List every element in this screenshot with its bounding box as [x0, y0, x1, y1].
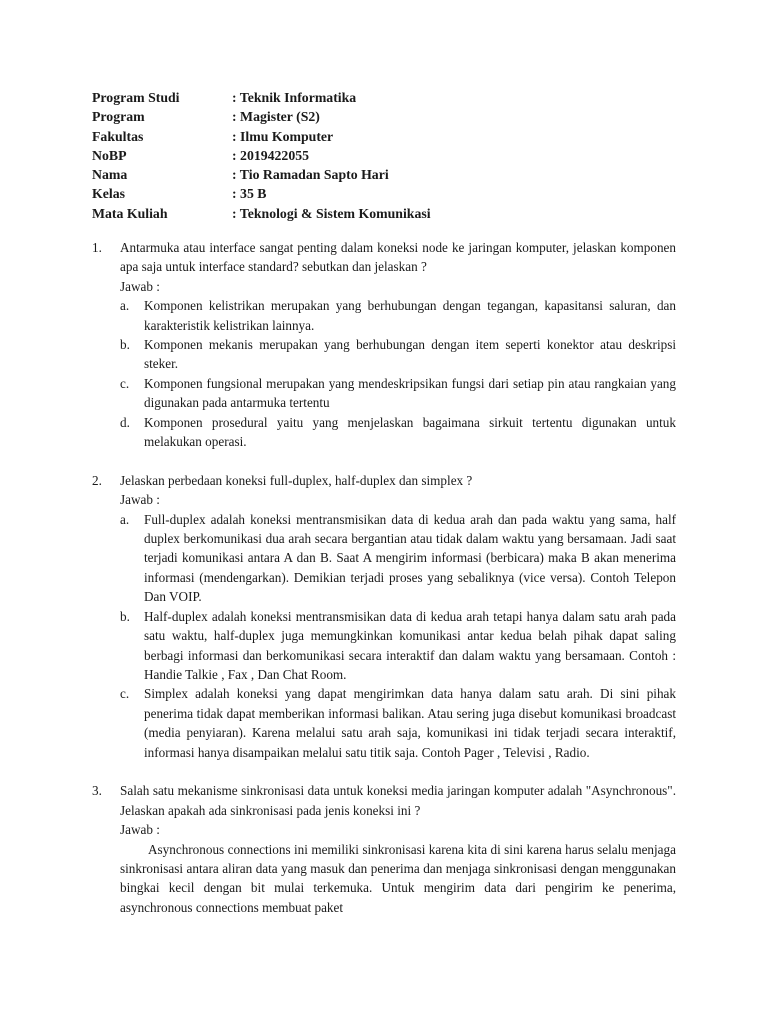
- info-value: : Teknologi & Sistem Komunikasi: [232, 205, 431, 221]
- answer-text: Komponen kelistrikan merupakan yang berhubungan dengan tegangan, kapasitansi saluran, dan karakteristik kelistrikan lainnya.: [144, 298, 676, 333]
- answer-label: Jawab :: [120, 822, 160, 838]
- info-row-mata-kuliah: [92, 204, 431, 223]
- list-item: [120, 335, 676, 374]
- question-text: Salah satu mekanisme sinkronisasi data untuk koneksi media jaringan komputer adalah "Asynchronous". Jelaskan apakah ada sinkronisasi pada jenis koneksi ini ?: [120, 783, 676, 818]
- info-row-nobp: [92, 146, 431, 165]
- info-label: Mata Kuliah: [92, 205, 168, 221]
- list-item: [120, 374, 676, 413]
- info-label: Kelas: [92, 186, 125, 202]
- info-row-program: [92, 107, 431, 126]
- answer-letter: b.: [120, 608, 130, 624]
- info-value: : Teknik Informatika: [232, 90, 357, 105]
- answer-letter: a.: [120, 298, 130, 314]
- list-item: [120, 510, 676, 607]
- info-label: Program: [92, 109, 145, 125]
- answer-text: Komponen fungsional merupakan yang mendeskripsikan fungsi dari setiap pin atau rangkaian yang digunakan pada antarmuka tertentu: [144, 375, 676, 411]
- list-item: [120, 684, 676, 762]
- answer-letter: b.: [120, 337, 130, 353]
- info-label: Program Studi: [92, 90, 180, 105]
- answer-text: Komponen prosedural yaitu yang menjelaskan bagaimana sirkuit tertentu digunakan untuk melakukan operasi.: [144, 414, 676, 450]
- answer-list: [120, 296, 676, 451]
- answer-text: Full-duplex adalah koneksi mentransmisikan data di kedua arah dan pada waktu yang sama, half duplex berkomunikasi dua arah secara bergantian atau tidak dalam waktu yang bersamaan. Jadi saat terjadi komunikasi antara A dan B. Saat A mengirim informasi (berbicara) maka B akan menerima informasi (mendengarkan). Demikian terjadi proses yang sebaliknya (vice versa). Contoh Telepon Dan VOIP.: [144, 511, 676, 605]
- info-row-program-studi: [92, 88, 431, 107]
- questions-content: [92, 238, 676, 917]
- answer-paragraph: Asynchronous connections ini memiliki sinkronisasi karena kita di sini karena harus selalu menjaga sinkronisasi antara aliran data yang masuk dan penerima dan menjaga sinkronisasi dengan menggunakan bingkai kecil dengan bit mulai terkemuka. Untuk mengirim data dari pengirim ke penerima, asynchronous connections membuat paket: [120, 841, 676, 915]
- info-label: NoBP: [92, 147, 127, 163]
- answer-label: Jawab :: [120, 278, 160, 294]
- info-row-kelas: [92, 184, 431, 203]
- answer-letter: d.: [120, 414, 130, 430]
- answer-letter: c.: [120, 375, 130, 391]
- info-value: : Tio Ramadan Sapto Hari: [232, 167, 389, 183]
- info-value: : 35 B: [232, 186, 267, 202]
- student-info-header: [92, 88, 431, 223]
- answer-list: [120, 510, 676, 762]
- answer-text: Simplex adalah koneksi yang dapat mengirimkan data hanya dalam satu arah. Di sini pihak penerima tidak dapat memberikan informasi balikan. Atau sering juga disebut komunikasi broadcast (media penyiaran). Karena melalui satu arah saja, komunikasi ini tidak terjadi secara interaktif, informasi hanya disampaikan melalui satu titik saja. Contoh Pager , Televisi , Radio.: [144, 686, 676, 760]
- spacer: [92, 762, 676, 781]
- list-item: [120, 413, 676, 452]
- info-row-fakultas: [92, 127, 431, 146]
- question-text: Antarmuka atau interface sangat penting dalam koneksi node ke jaringan komputer, jelaskan komponen apa saja untuk interface standard? sebutkan dan jelaskan ?: [120, 240, 676, 275]
- info-label: Nama: [92, 167, 128, 183]
- question-2: [92, 471, 676, 762]
- answer-text: Komponen mekanis merupakan yang berhubungan dengan item seperti konektor atau deskripsi steker.: [144, 337, 676, 372]
- info-value: : Magister (S2): [232, 109, 320, 125]
- answer-text: Half-duplex adalah koneksi mentransmisikan data di kedua arah tetapi hanya dalam satu arah pada satu waktu, half-duplex juga memungkinkan komunikasi antar kedua belah pihak dapat saling berbagi informasi dan berkomunikasi secara interaktif dan dalam waktu yang bersamaan. Contoh : Handie Talkie , Fax , Dan Chat Room.: [144, 608, 676, 682]
- spacer: [92, 451, 676, 470]
- question-3: [92, 781, 676, 917]
- question-text: Jelaskan perbedaan koneksi full-duplex, half-duplex dan simplex ?: [120, 472, 473, 488]
- info-label: Fakultas: [92, 128, 144, 144]
- question-1: [92, 238, 676, 451]
- info-value: : 2019422055: [232, 147, 310, 163]
- answer-letter: a.: [120, 511, 130, 527]
- list-item: [120, 607, 676, 685]
- question-number: 3.: [92, 783, 102, 799]
- list-item: [120, 296, 676, 335]
- question-number: 2.: [92, 472, 102, 488]
- info-value: : Ilmu Komputer: [232, 128, 334, 144]
- question-number: 1.: [92, 240, 102, 255]
- answer-label: Jawab :: [120, 492, 160, 508]
- info-row-nama: [92, 165, 431, 184]
- answer-letter: c.: [120, 686, 130, 702]
